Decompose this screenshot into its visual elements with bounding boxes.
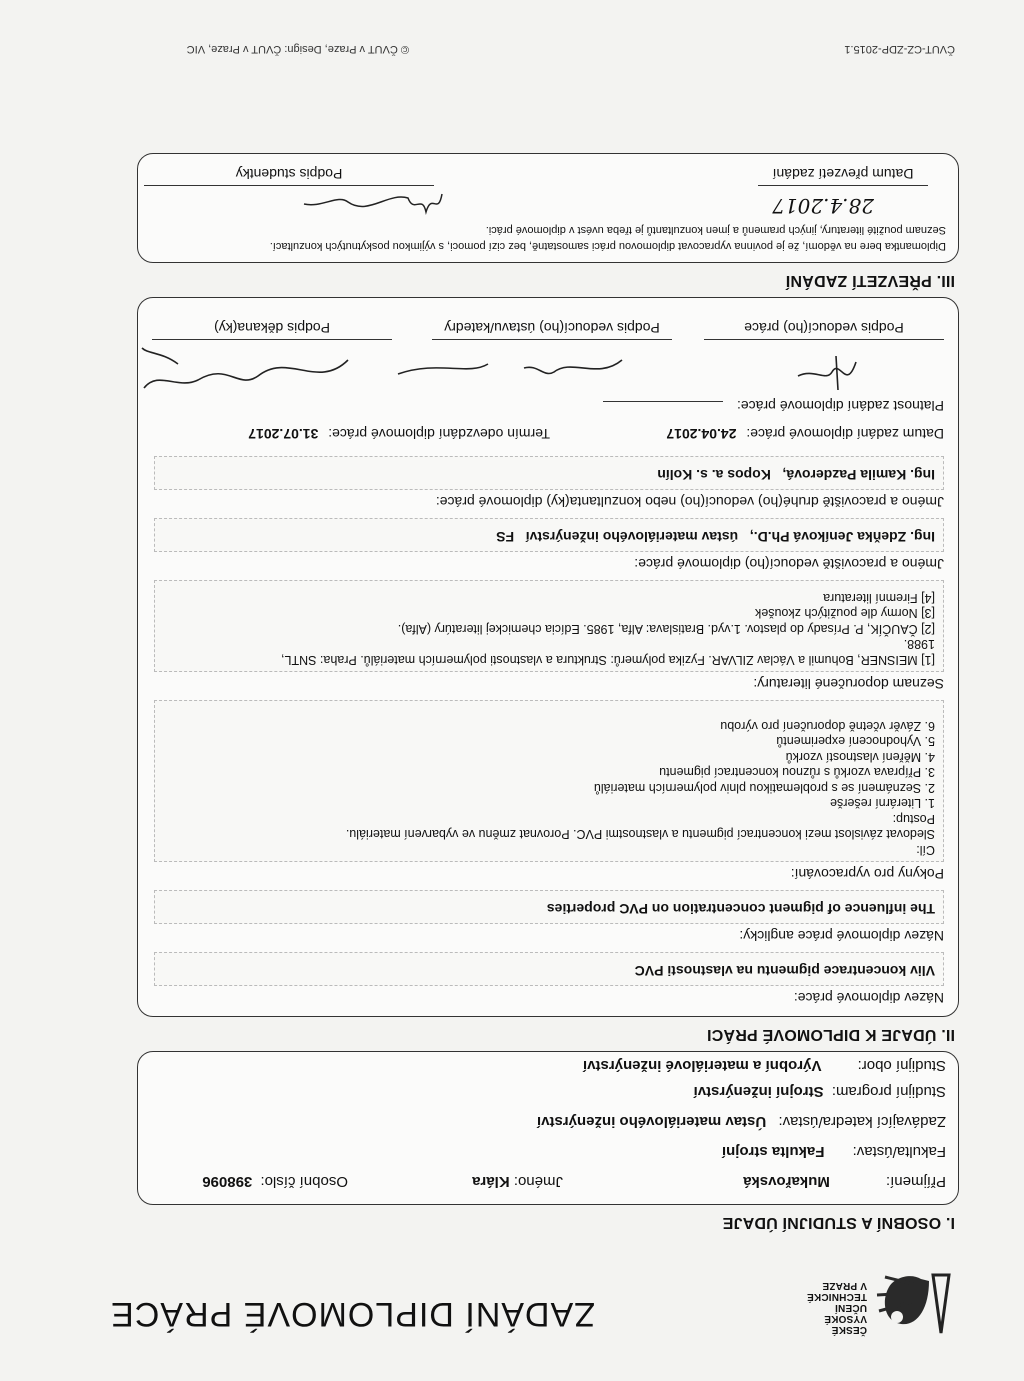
uni-line: VYSOKÉ — [824, 1313, 867, 1324]
dept-label: Zadávající katedra/ústav: — [778, 1113, 946, 1130]
supervisor-signature-icon — [792, 354, 862, 398]
literature-label: Seznam doporučené literatury: — [753, 676, 944, 692]
student-signature-line: Podpis studentky — [144, 166, 434, 186]
dean-signature-icon — [138, 344, 358, 400]
firstname-row — [472, 1173, 563, 1190]
instruction-line: 4. Měření vlastností vzorků — [785, 750, 935, 764]
cvut-lion-logo-icon — [875, 1269, 955, 1341]
uni-line: ČESKÉ — [831, 1324, 867, 1335]
surname-label: Příjmení: — [885, 1173, 946, 1190]
section-3-heading: III. PŘEVZETÍ ZADÁNÍ — [785, 272, 955, 289]
dept-row — [537, 1113, 946, 1130]
instruction-line: Sledovat závislost mezi koncentrací pigmentu a vlastnostmi PVC. Porovnat změnu ve vybarvení materiálu. — [345, 827, 935, 842]
program-value: Strojní inženýrství — [693, 1083, 824, 1100]
form-code: ČVUT-CZ-ZDP-2015.1 — [844, 43, 955, 55]
literature-box — [154, 580, 944, 672]
instruction-line: 5. Vyhodnocení experimentů — [776, 734, 935, 749]
id-value: 398096 — [202, 1173, 253, 1190]
faculty-row — [722, 1143, 946, 1160]
uni-line: UČENÍ — [834, 1302, 867, 1313]
instruction-line: Postup: — [892, 812, 935, 826]
deadline-row — [248, 426, 550, 442]
thesis-data-box — [137, 297, 959, 1017]
surname-row — [743, 1173, 946, 1190]
instruction-line: Cíl: — [916, 843, 935, 857]
university-name — [807, 1280, 867, 1335]
literature-line: [3] Normy dle použitých zkoušek — [755, 606, 935, 621]
field-row — [583, 1057, 946, 1074]
acceptance-date-handwritten: 28.4.2017 — [772, 194, 874, 218]
student-signature-icon — [298, 186, 448, 222]
dept-value: Ústav materiálového inženýrství — [536, 1113, 767, 1130]
deadline-value: 31.07.2017 — [248, 426, 319, 442]
literature-line: [4] Firemní literatura — [823, 591, 935, 605]
instruction-line: 1. Literární rešerše — [830, 796, 935, 811]
personal-data-box — [137, 1051, 959, 1205]
instructions-box — [154, 700, 944, 862]
assign-date-label: Datum zadání diplomové práce: — [746, 426, 944, 442]
surname-value: Mukařovská — [743, 1173, 830, 1190]
program-label: Studijní program: — [831, 1083, 946, 1100]
acceptance-note-1: Diplomantka bere na vědomí, že je povinna vypracovat diplomovou práci samostatně, bez cizí pomoci, s výjimkou poskytnutých konzultací. — [269, 240, 946, 252]
supervisor-label: Jméno a pracoviště vedoucí(ho) diplomové práce: — [634, 556, 944, 572]
id-label: Osobní číslo: — [260, 1173, 348, 1190]
field-label: Studijní obor: — [857, 1057, 946, 1074]
firstname-value: Klára — [472, 1173, 510, 1190]
literature-line: 1988. — [903, 637, 935, 652]
assign-date-row — [666, 426, 944, 442]
title-en-value: The influence of pigment concentration on PVC properties — [154, 890, 944, 924]
supervisor-value: Ing. Zdeňka Jeníková Ph.D., ústav materiálového inženýrství FS — [154, 518, 944, 552]
acceptance-date-line: Datum převzetí zadání — [758, 166, 928, 186]
assign-date-value: 24.04.2017 — [666, 426, 737, 442]
validity-blank — [603, 401, 723, 402]
paper-sheet — [49, 23, 969, 1363]
department-head-signature-line: Podpis vedoucí(ho) ústavu/katedry — [432, 320, 672, 340]
department-head-signature-icon — [388, 350, 628, 386]
deadline-label: Termín odevzdání diplomové práce: — [328, 426, 550, 442]
field-value: Výrobní a materiálové inženýrství — [583, 1057, 822, 1074]
dean-signature-line: Podpis děkana(ky) — [152, 320, 392, 340]
footer-copyright: © ČVUT v Praze, Design: ČVUT v Praze, VIC — [186, 43, 409, 55]
title-label: Název diplomové práce: — [793, 990, 944, 1006]
uni-line: V PRAZE — [822, 1280, 867, 1291]
validity-label: Platnost zadání diplomové práce: — [736, 398, 944, 414]
section-1-heading: I. OSOBNÍ A STUDIJNÍ ÚDAJE — [722, 1214, 955, 1231]
supervisor-signature-line: Podpis vedoucí(ho) práce — [704, 320, 944, 340]
instructions-label: Pokyny pro vypracování: — [790, 866, 944, 882]
title-en-label: Název diplomové práce anglicky: — [739, 928, 944, 944]
consultant-label: Jméno a pracoviště druhé(ho) vedoucí(ho) nebo konzultanta(ky) diplomové práce: — [435, 494, 944, 510]
instruction-line: 2. Seznámení se s problematikou plniv polymerních materiálů — [593, 781, 935, 795]
consultant-value: Ing. Kamila Pazderová, Kopos a. s. Kolín — [154, 456, 944, 490]
title-value: Vliv koncentrace pigmentu na vlastnosti PVC — [154, 952, 944, 986]
acceptance-note-2: Seznam použité literatury, jiných pramenů a jmen konzultantů je třeba uvést v diplomové práci. — [485, 224, 946, 236]
program-row — [694, 1083, 946, 1100]
uni-line: TECHNICKÉ — [806, 1291, 867, 1302]
section-2-heading: II. ÚDAJE K DIPLOMOVÉ PRÁCI — [706, 1026, 955, 1043]
header — [55, 1243, 955, 1353]
faculty-value: Fakulta strojní — [721, 1143, 825, 1160]
instruction-line: 6. Závěr včetně doporučení pro výrobu — [720, 719, 935, 733]
validity-row — [603, 398, 944, 414]
document-title: ZADÁNÍ DIPLOMOVÉ PRÁCE — [110, 1295, 595, 1333]
id-row — [202, 1173, 348, 1190]
firstname-label: Jméno: — [513, 1173, 563, 1190]
literature-line: [1] MEISNER, Bohumil a Václav ZILVAR. Fyzika polymerů: Struktura a vlastnosti polymerních materiálů. Praha: SNTL, — [281, 653, 935, 667]
acceptance-box — [137, 153, 959, 263]
literature-line: [2] ČAUČÍK, P. Prísady do plastov. 1.vyd. Bratislava: Alfa, 1985. Edícia chemickej literatúry (Alfa). — [397, 622, 935, 636]
instruction-line: 3. Příprava vzorků s různou koncentrací pigmentu — [659, 765, 935, 780]
faculty-label: Fakulta/ústav: — [852, 1143, 946, 1160]
